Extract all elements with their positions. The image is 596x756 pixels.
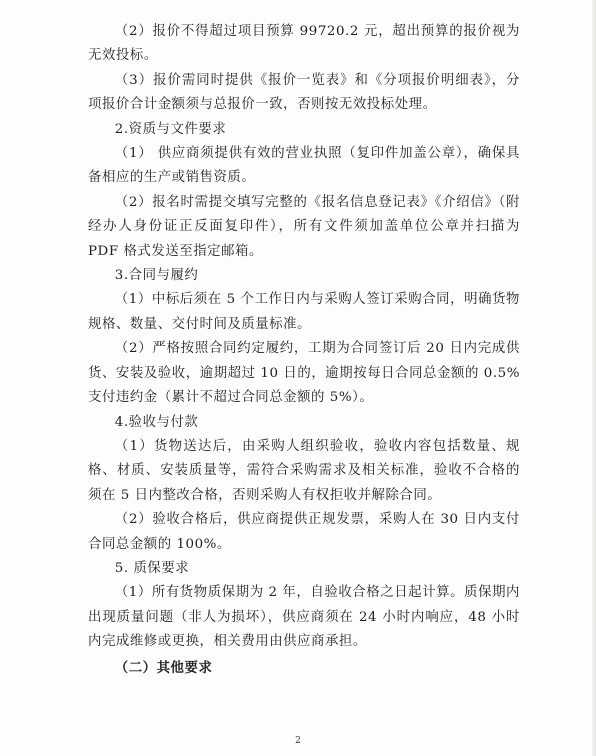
paragraph-contract-signing: （1）中标后须在 5 个工作日内与采购人签订采购合同，明确货物规格、数量、交付时间及质量标准。 [88, 292, 520, 332]
paragraph-registration-docs: （2）报名时需提交填写完整的《报名信息登记表》《介绍信》（附经办人身份证正反面复印件），所有文件须加盖单位公章并扫描为 PDF 格式发送至指定邮箱。 [88, 194, 520, 259]
paragraph-business-license: （1） 供应商须提供有效的营业执照（复印件加盖公章），确保具备相应的生产或销售资质。 [88, 146, 520, 186]
paragraph-quote-tables: （3）报价需同时提供《报价一览表》和《分项报价明细表》，分项报价合计金额须与总报价一致，否则按无效投标处理。 [88, 72, 520, 113]
paragraph-budget-limit: （2）报价不得超过项目预算 99720.2 元，超出预算的报价视为无效投标。 [88, 24, 520, 64]
scan-edge-shadow [592, 0, 596, 756]
section-heading-qualification: 2.资质与文件要求 [114, 121, 227, 137]
paragraph-warranty: （1）所有货物质保期为 2 年，自验收合格之日起计算。质保期内出现质量问题（非人为损坏），供应商须在 24 小时内响应，48 小时内完成维修或更换，相关费用由供应商承担。 [88, 585, 520, 650]
body-text [88, 20, 520, 681]
section-heading-contract: 3.合同与履约 [114, 268, 199, 284]
paragraph-acceptance: （1）货物送达后，由采购人组织验收，验收内容包括数量、规格、材质、安装质量等，需符合采购需求及相关标准，验收不合格的须在 5 日内整改合格，否则采购人有权拒收并解除合同。 [88, 438, 520, 503]
section-heading-warranty: 5. 质保要求 [114, 560, 190, 576]
section-heading-other-requirements: （二）其他要求 [114, 660, 213, 676]
section-heading-acceptance: 4.验收与付款 [114, 414, 199, 430]
page-number: 2 [295, 736, 301, 746]
paragraph-contract-performance: （2）严格按照合同约定履约，工期为合同签订后 20 日内完成供货、安装及验收，逾期超过 10 日的，逾期按每日合同总金额的 0.5%支付违约金（累计不超过合同总金额的 5%）。 [88, 341, 520, 406]
paragraph-payment: （2）验收合格后，供应商提供正规发票，采购人在 30 日内支付合同总金额的 100%。 [88, 512, 520, 552]
